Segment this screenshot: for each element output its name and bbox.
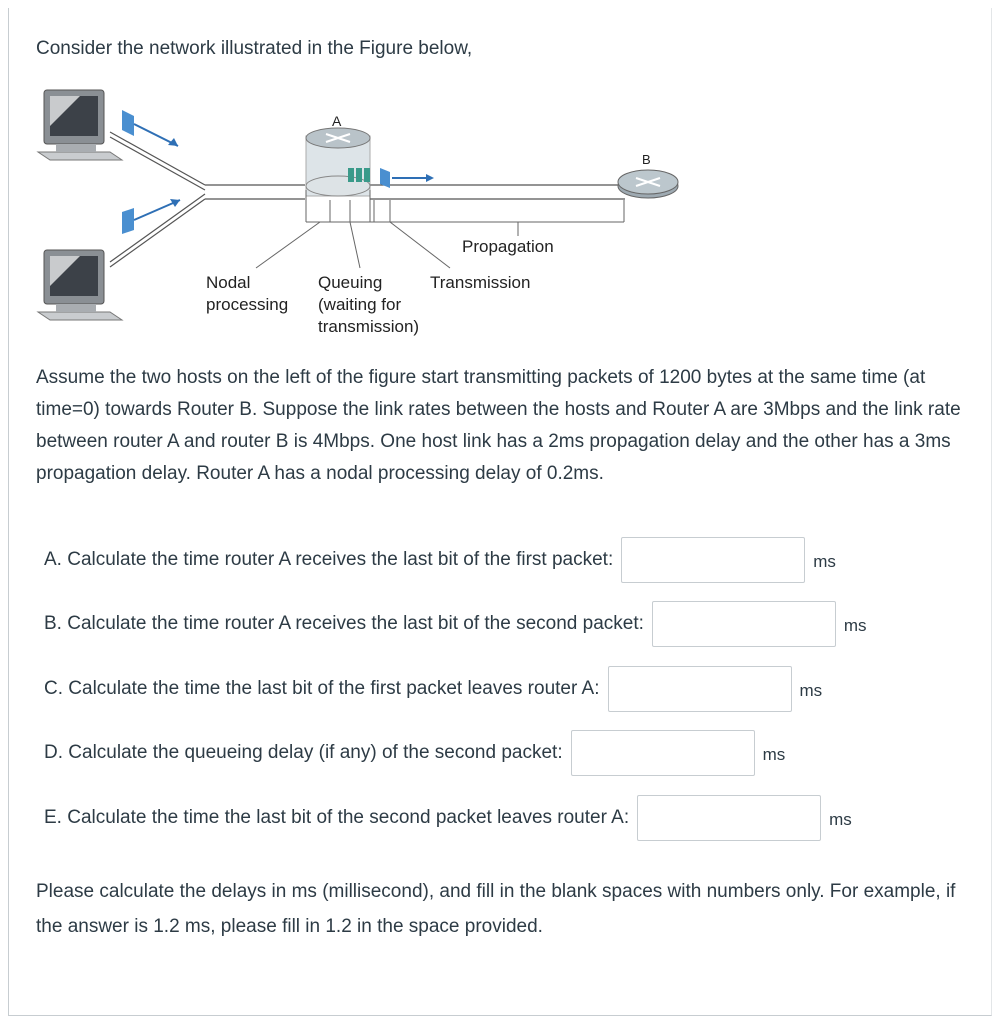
question-c — [44, 666, 822, 712]
question-c-input[interactable] — [608, 666, 792, 712]
router-a-label: A — [332, 113, 342, 129]
question-d-unit: ms — [762, 745, 786, 764]
question-e-label: E. Calculate the time the last bit of the second packet leaves router A: — [44, 807, 630, 828]
problem-paragraph: Assume the two hosts on the left of the figure start transmitting packets of 1200 bytes at the same time (at time=0) towards Router B. Suppose the link rates between the hosts and Router A are 3Mbps and the link rate between router A and router B is 4Mbps. One host link has a 2ms propagation delay and the other has a 3ms propagation delay. Router A has a nodal processing delay of 0.2ms. — [36, 367, 961, 484]
instructions-text: Please calculate the delays in ms (millisecond), and fill in the blank spaces with numbers only. For example, if the answer is 1.2 ms, please fill in 1.2 in the space provided. — [36, 881, 956, 937]
nodal-label-line2: processing — [206, 295, 289, 314]
question-a — [44, 537, 836, 583]
queuing-label-line1: Queuing — [318, 273, 383, 292]
router-b-label: B — [642, 152, 651, 167]
question-b — [44, 601, 867, 647]
packet-arrow-bottom-icon — [122, 199, 180, 234]
question-b-label: B. Calculate the time router A receives the last bit of the second packet: — [44, 613, 644, 634]
router-a-icon — [306, 128, 434, 222]
question-b-input[interactable] — [652, 601, 836, 647]
question-d-input[interactable] — [571, 730, 755, 776]
question-a-input[interactable] — [621, 537, 805, 583]
question-e-unit: ms — [829, 810, 852, 829]
question-c-unit: ms — [799, 681, 823, 700]
propagation-label: Propagation — [462, 237, 554, 256]
question-c-label: C. Calculate the time the last bit of the first packet leaves router A: — [44, 678, 600, 699]
question-d-label: D. Calculate the queueing delay (if any) of the second packet: — [44, 742, 563, 763]
packet-arrow-top-icon — [122, 110, 178, 146]
host-computer-top-icon — [38, 90, 122, 160]
transmission-label: Transmission — [430, 273, 531, 292]
question-e-input[interactable] — [637, 795, 821, 841]
question-d — [44, 730, 785, 776]
question-a-label: A. Calculate the time router A receives the last bit of the first packet: — [44, 549, 614, 570]
intro-text: Consider the network illustrated in the Figure below, — [36, 38, 473, 59]
network-figure — [30, 82, 651, 352]
question-a-unit: ms — [813, 552, 836, 571]
queuing-label-line3: transmission) — [318, 317, 420, 336]
nodal-label-line1: Nodal — [206, 273, 251, 292]
question-b-unit: ms — [843, 616, 867, 635]
queuing-label-line2: (waiting for — [318, 295, 402, 314]
question-e — [44, 795, 852, 841]
router-b-icon — [618, 170, 678, 198]
host-computer-bottom-icon — [38, 250, 122, 320]
